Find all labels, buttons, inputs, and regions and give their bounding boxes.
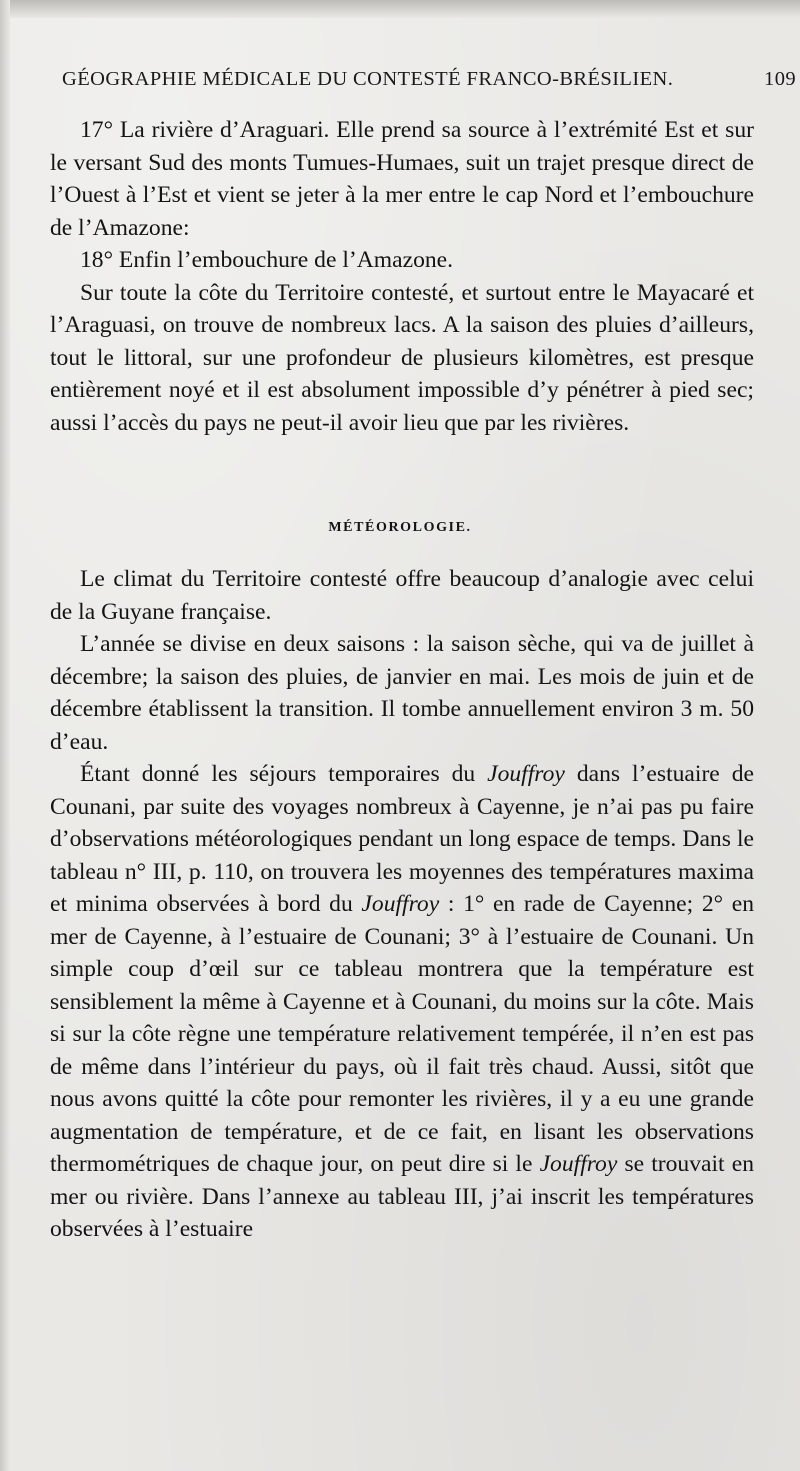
running-title: GÉOGRAPHIE MÉDICALE DU CONTESTÉ FRANCO-BRÉSILIEN.: [62, 68, 674, 90]
paragraph-climat: Le climat du Territoire contesté offre beaucoup d’analogie avec celui de la Guyane française.: [50, 566, 754, 625]
page-number: 109: [764, 68, 796, 90]
paragraph-riviere-araguari: 17° La rivière d’Araguari. Elle prend sa source à l’extrémité Est et sur le versant Sud des monts Tumues-Humaes, suit un trajet presque direct de l’Ouest à l’Est et vient se jeter à la mer entre le cap Nord et l’embouchure de l’Amazone:: [50, 117, 754, 241]
observations-text-part-3: : 1° en rade de Cayenne; 2° en mer de Cayenne, à l’estuaire de Counani; 3° à l’estuaire de Counani. Un simple coup d’œil sur ce tableau montrera que la température est sensiblement la même à Cayenne et à Counani, du moins sur la côte. Mais si sur la côte règne une température relativement tempérée, il n’en est pas de même dans l’intérieur du pays, où il fait très chaud. Aussi, sitôt que nous avons quitté la côte pour remonter les rivières, il y a eu une grande augmentation de température, et de ce fait, en lisant les observations thermométriques de chaque jour, on peut dire si le: [50, 891, 754, 1177]
paragraph-saisons: L’année se divise en deux saisons : la saison sèche, qui va de juillet à décembre; la saison des pluies, de janvier en mai. Les mois de juin et de décembre établissent la transition. Il tombe annuellement environ 3 m. 50 d’eau.: [50, 631, 754, 755]
page-left-edge: [0, 0, 10, 1471]
paragraph-cote-lacs: Sur toute la côte du Territoire contesté, et surtout entre le Mayacaré et l’Araguasi, on trouve de nombreux lacs. A la saison des pluies d’ailleurs, tout le littoral, sur une profondeur de plusieurs kilomètres, est presque entièrement noyé et il est absolument impossible d’y pénétrer à pied sec; aussi l’accès du pays ne peut-il avoir lieu que par les rivières.: [50, 279, 754, 436]
text-block-meteorology: [50, 563, 754, 1246]
ship-name: Jouffroy: [487, 761, 565, 787]
text-block-geography: [50, 114, 754, 439]
observations-text-part-1: Étant donné les séjours temporaires du: [80, 761, 488, 787]
paragraph-embouchure-amazone: 18° Enfin l’embouchure de l’Amazone.: [80, 247, 454, 273]
section-heading: MÉTÉOROLOGIE.: [328, 520, 472, 535]
paragraph-observations: [50, 758, 754, 1246]
page-top-edge: [0, 0, 800, 18]
ship-name: Jouffroy: [539, 1151, 618, 1177]
ship-name: Jouffroy: [361, 891, 440, 917]
observations-text-part-2: dans l’estuaire de Counani, par suite des voyages nombreux à Cayenne, je n’ai pas pu faire d’observations météorologiques pendant un long espace de temps. Dans le tableau n° III, p. 110, on trouvera les moyennes des températures maxima et minima observées à bord du: [50, 761, 754, 917]
running-header: [62, 68, 796, 91]
observations-text-part-4: se trouvait en mer ou rivière. Dans l’annexe au tableau III, j’ai inscrit les températures observées à l’estuaire: [50, 1151, 754, 1242]
